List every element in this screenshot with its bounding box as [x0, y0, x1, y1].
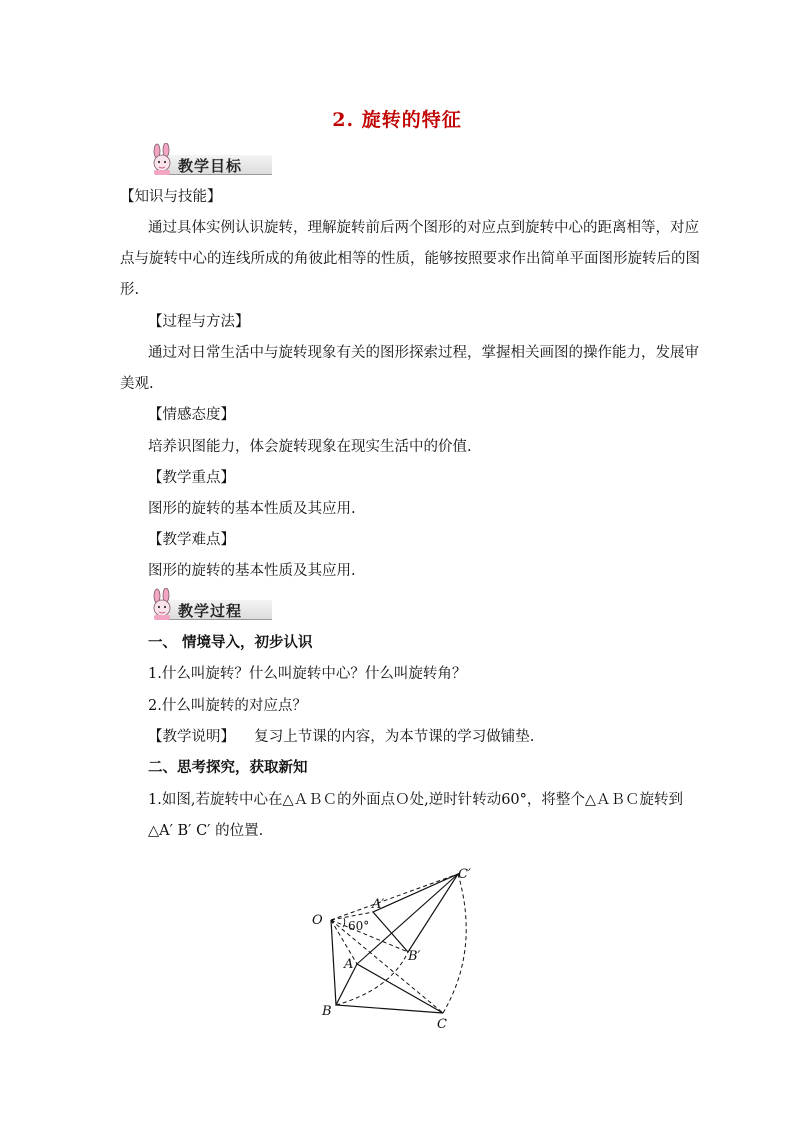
- knowledge-text-line-1: 通过具体实例认识旋转，理解旋转前后两个图形的对应点到旋转中心的距离相等，对应: [148, 220, 699, 236]
- teaching-note-text: 复习上节课的内容，为本节课的学习做铺垫.: [254, 729, 535, 745]
- section-header-objectives: [148, 143, 272, 177]
- label-a: A: [344, 957, 354, 972]
- dashed-o-b-prime: [331, 920, 408, 952]
- label-c: C: [437, 1017, 447, 1030]
- attitude-text: 培养识图能力，体会旋转现象在现实生活中的价值.: [148, 439, 472, 455]
- problem-1-line-1: 1.如图,若旋转中心在△ＡＢＣ的外面点Ｏ处,逆时针转动60°，将整个△ＡＢＣ旋转到: [148, 792, 684, 808]
- segment-o-b: [331, 920, 336, 1005]
- bunny-mascot-icon: [148, 143, 178, 177]
- label-b: B: [322, 1004, 332, 1019]
- teaching-note-label: 【教学说明】: [148, 729, 235, 745]
- section-header-label: 教学目标: [178, 157, 243, 175]
- question-1: 1.什么叫旋转？什么叫旋转中心？什么叫旋转角？: [148, 666, 467, 682]
- part1-heading: 一、 情境导入，初步认识: [148, 634, 313, 651]
- page-title: 2. 旋转的特征: [332, 109, 462, 131]
- label-c-prime: C′: [458, 867, 471, 882]
- label-b-prime: B′: [408, 949, 421, 964]
- key-point-text: 图形的旋转的基本性质及其应用.: [148, 501, 356, 517]
- method-text-line-1: 通过对日常生活中与旋转现象有关的图形探索过程，掌握相关画图的操作能力，发展审: [148, 345, 699, 361]
- rotation-figure: [300, 860, 500, 1030]
- question-2: 2.什么叫旋转的对应点？: [148, 698, 307, 714]
- teaching-note: [148, 727, 534, 747]
- bunny-mascot-icon: [148, 588, 178, 622]
- label-o: O: [312, 913, 323, 928]
- knowledge-heading: 【知识与技能】: [120, 189, 222, 205]
- difficult-point-text: 图形的旋转的基本性质及其应用.: [148, 563, 356, 579]
- key-point-heading: 【教学重点】: [148, 470, 235, 486]
- method-heading: 【过程与方法】: [148, 314, 250, 330]
- knowledge-text-line-3: 形.: [120, 282, 140, 298]
- section-header-label: 教学过程: [178, 602, 243, 620]
- knowledge-text-line-2: 点与旋转中心的连线所成的角彼此相等的性质，能够按照要求作出简单平面图形旋转后的图: [120, 251, 700, 267]
- label-a-prime: A′: [372, 897, 385, 912]
- method-text-line-2: 美观.: [120, 376, 154, 392]
- part2-heading: 二、思考探究，获取新知: [148, 759, 308, 776]
- section-header-process: [148, 588, 272, 622]
- difficult-point-heading: 【教学难点】: [148, 532, 235, 548]
- dashed-o-c-prime: [331, 874, 458, 920]
- label-angle-60: 60°: [348, 919, 370, 933]
- problem-1-line-2: △A′ B′ C′ 的位置.: [148, 823, 264, 839]
- attitude-heading: 【情感态度】: [148, 407, 235, 423]
- arc-c-to-c-prime: [443, 874, 466, 1013]
